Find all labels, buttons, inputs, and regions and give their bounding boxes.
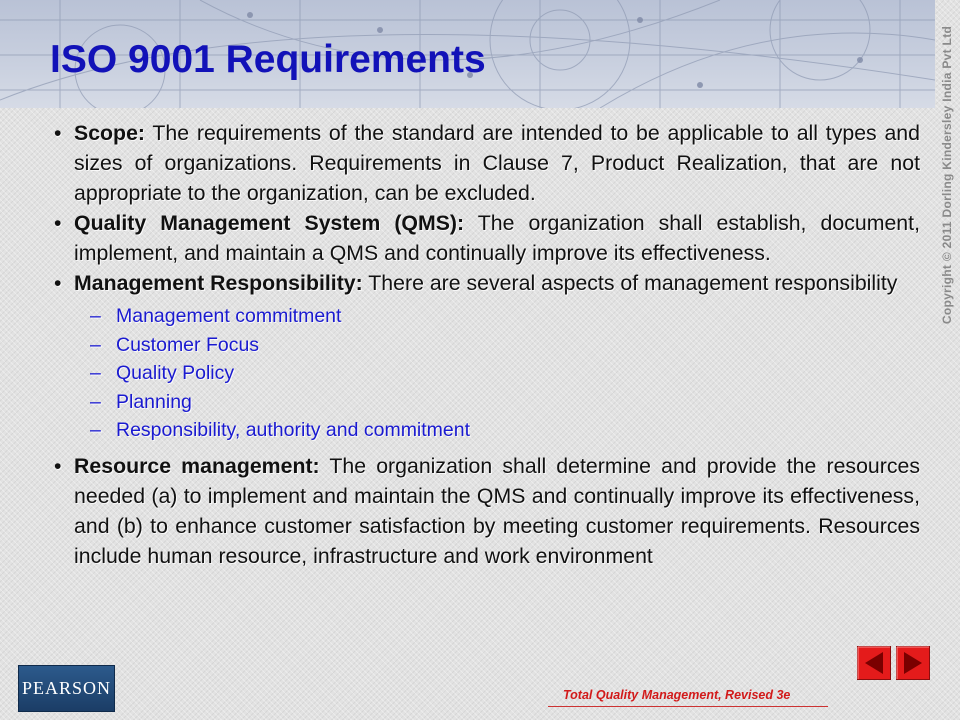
right-triangle-icon xyxy=(896,646,930,680)
sub-list xyxy=(50,302,920,445)
bullet-text: The organization shall determine and provide the resources needed (a) to implement and maintain the QMS and continually improve its effectiveness, and (b) to enhance customer satisfaction by meeting customer requirements. Resources include human resource, infrastructure and work environment xyxy=(74,453,920,568)
dash-marker: – xyxy=(90,390,101,413)
bullet-text: There are several aspects of management responsibility xyxy=(362,271,898,295)
sub-list-item xyxy=(50,359,920,388)
page-title: ISO 9001 Requirements xyxy=(50,38,486,81)
bullet-marker: • xyxy=(54,211,62,235)
sub-item-text: Management commitment xyxy=(116,305,342,327)
sub-item-text: Customer Focus xyxy=(116,333,260,356)
previous-slide-button[interactable] xyxy=(857,646,891,680)
dash-marker: – xyxy=(90,362,101,384)
sub-list-item xyxy=(50,416,920,445)
bullet-marker: • xyxy=(54,121,62,145)
bullet-item xyxy=(50,451,920,571)
sub-list-item xyxy=(50,388,920,417)
bullet-marker: • xyxy=(54,271,62,295)
dash-marker: – xyxy=(90,305,101,327)
logo-text: PEARSON xyxy=(21,678,112,698)
dash-marker: – xyxy=(90,333,101,356)
bullet-marker: • xyxy=(54,453,62,478)
sub-list-item xyxy=(50,302,920,331)
copyright-text: Copyright © 2011 Dorling Kindersley India Pvt Ltd xyxy=(940,25,954,325)
next-slide-button[interactable] xyxy=(896,646,930,680)
bullet-item xyxy=(50,208,920,268)
bullet-heading: Quality Management System (QMS): xyxy=(74,211,465,235)
bullet-item xyxy=(50,118,920,208)
sub-list-item xyxy=(50,331,920,360)
header-banner xyxy=(0,0,935,108)
bullet-heading: Management Responsibility: xyxy=(74,271,363,295)
bullet-heading: Resource management: xyxy=(74,453,320,478)
sub-item-text: Responsibility, authority and commitment xyxy=(116,419,471,441)
copyright-notice xyxy=(937,0,957,350)
pearson-logo xyxy=(18,665,115,712)
bullet-list xyxy=(50,118,920,571)
bullet-text: The organization shall establish, document, implement, and maintain a QMS and continually improve its effectiveness. xyxy=(74,211,920,265)
sub-item-text: Quality Policy xyxy=(116,362,235,384)
left-triangle-icon xyxy=(857,646,891,680)
footer-caption: Total Quality Management, Revised 3e xyxy=(563,688,791,702)
bullet-item xyxy=(50,268,920,298)
footer-divider xyxy=(548,706,828,707)
bullet-text: The requirements of the standard are intended to be applicable to all types and sizes of organizations. Requirements in Clause 7, Product Realization, that are not appropriate to the organization, can be excluded. xyxy=(74,121,920,205)
sub-item-text: Planning xyxy=(116,390,192,413)
dash-marker: – xyxy=(90,419,101,441)
bullet-heading: Scope: xyxy=(74,121,146,145)
